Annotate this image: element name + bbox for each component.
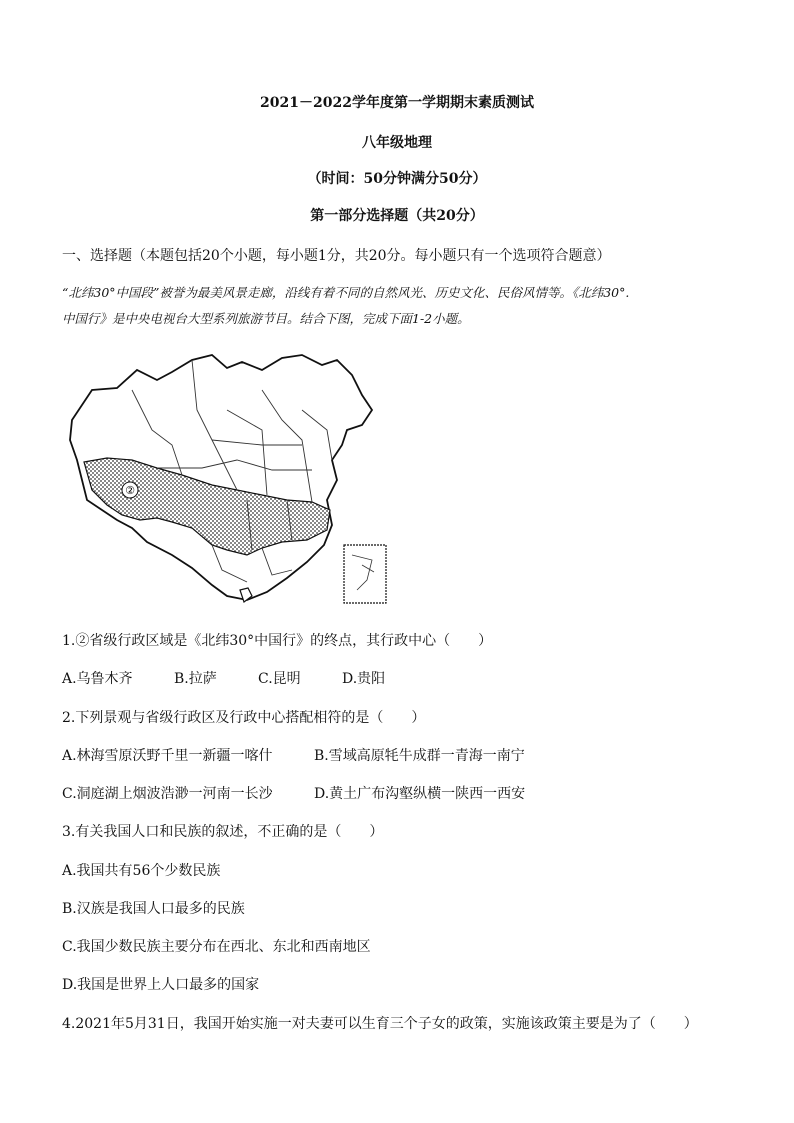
exam-part-title: 第一部分选择题（共20分） — [310, 208, 484, 224]
question-2-option-a[interactable]: A.林海雪原沃野千里一新疆一喀什 — [62, 748, 273, 764]
exam-subject: 八年级地理 — [362, 135, 432, 151]
question-3-stem: 3.有关我国人口和民族的叙述，不正确的是（ ） — [62, 824, 384, 840]
question-1-option-b[interactable]: B.拉萨 — [174, 671, 217, 687]
passage-line-1: “北纬30°中国段”被誉为最美风景走廊，沿线有着不同的自然风光、历史文化、民俗风情等。《北纬30°. — [62, 285, 630, 300]
china-map-figure — [62, 350, 392, 608]
passage — [62, 280, 742, 332]
question-1-option-d[interactable]: D.贵阳 — [342, 671, 386, 687]
exam-title: 2021－2022学年度第一学期期末素质测试 — [260, 95, 534, 111]
question-1-option-a[interactable]: A.乌鲁木齐 — [62, 671, 133, 687]
question-2-option-b[interactable]: B.雪域高原牦牛成群一青海一南宁 — [314, 748, 525, 764]
question-2-stem: 2.下列景观与省级行政区及行政中心搭配相符的是（ ） — [62, 710, 426, 726]
exam-time: （时间：50分钟满分50分） — [307, 171, 487, 187]
map-label: ② — [125, 484, 135, 497]
map-inset-box — [344, 545, 386, 603]
question-2-option-c[interactable]: C.洞庭湖上烟波浩渺一河南一长沙 — [62, 786, 273, 802]
question-1-option-c[interactable]: C.昆明 — [258, 671, 301, 687]
question-3-option-c[interactable]: C.我国少数民族主要分布在西北、东北和西南地区 — [62, 939, 371, 955]
section-instruction: 一、选择题（本题包括20个小题，每小题1分，共20分。每小题只有一个选项符合题意） — [62, 248, 611, 264]
question-4-stem: 4.2021年5月31日，我国开始实施一对夫妻可以生育三个子女的政策，实施该政策主要是为了（ ） — [62, 1016, 698, 1032]
question-1-stem: 1.②省级行政区域是《北纬30°中国行》的终点，其行政中心（ ） — [62, 633, 493, 649]
question-3-option-a[interactable]: A.我国共有56个少数民族 — [62, 863, 221, 879]
question-3-option-b[interactable]: B.汉族是我国人口最多的民族 — [62, 901, 245, 917]
passage-line-2: 中国行》是中央电视台大型系列旅游节目。结合下图，完成下面1-2小题。 — [62, 311, 470, 326]
question-3-option-d[interactable]: D.我国是世界上人口最多的国家 — [62, 977, 260, 993]
question-2-option-d[interactable]: D.黄土广布沟壑纵横一陕西一西安 — [314, 786, 526, 802]
